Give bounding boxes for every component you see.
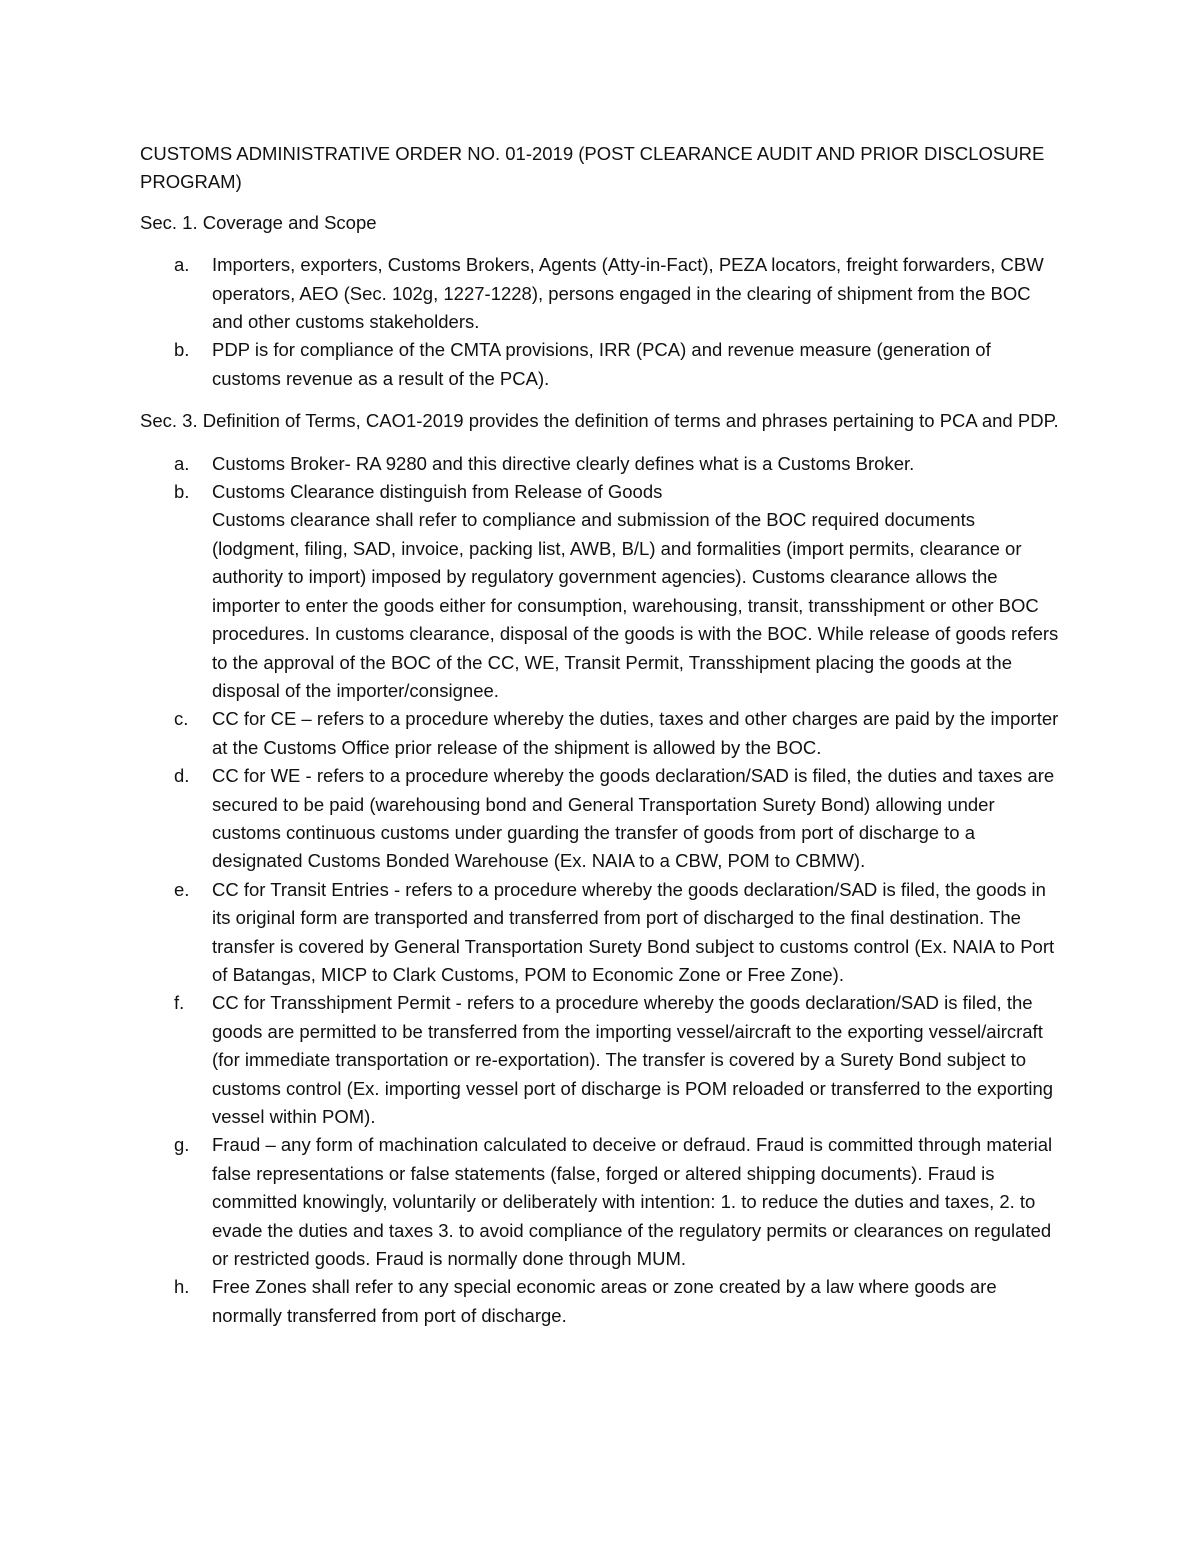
list-item-subtext: Customs clearance shall refer to compliance and submission of the BOC required documents (lodgment, filing, SAD, invoice, packing list, AWB, B/L) and formalities (import permits, clearance or authority to import) imposed by regulatory government agencies). Customs clearance allows the importer to enter the goods either for consumption, warehousing, transit, transshipment or other BOC procedures. In customs clearance, disposal of the goods is with the BOC. While release of goods refers to the approval of the BOC of the CC, WE, Transit Permit, Transshipment placing the goods at the disposal of the importer/consignee. bbox=[212, 509, 1059, 701]
list-marker: a. bbox=[174, 452, 190, 474]
list-item-text: CC for Transshipment Permit - refers to a procedure whereby the goods declaration/SAD is filed, the goods are permitted to be transferred from the importing vessel/aircraft to the exporting vessel/aircraft (for immediate transportation or re-exportation). The transfer is covered by a Surety Bond subject to customs control (Ex. importing vessel port of discharge is POM reloaded or transferred to the exporting vessel within POM). bbox=[212, 992, 1054, 1127]
list-item bbox=[140, 1273, 1060, 1330]
list-item-text: Customs Clearance distinguish from Release of Goods bbox=[212, 481, 663, 503]
list-item-text: Customs Broker- RA 9280 and this directive clearly defines what is a Customs Broker. bbox=[212, 452, 915, 474]
list-item-text: Importers, exporters, Customs Brokers, Agents (Atty-in-Fact), PEZA locators, freight forwarders, CBW operators, AEO (Sec. 102g, 1227-1228), persons engaged in the clearing of shipment from the BOC and other customs stakeholders. bbox=[212, 254, 1044, 333]
list-item-text: Fraud – any form of machination calculated to deceive or defraud. Fraud is committed through material false representations or false statements (false, forged or altered shipping documents). Fraud is committed knowingly, voluntarily or deliberately with intention: 1. to reduce the duties and taxes, 2. to evade the duties and taxes 3. to avoid compliance of the regulatory permits or clearances on regulated or restricted goods. Fraud is normally done through MUM. bbox=[212, 1134, 1053, 1270]
list-item bbox=[140, 450, 1060, 478]
list-item bbox=[140, 478, 1060, 705]
list-marker: c. bbox=[174, 708, 189, 730]
list-marker: b. bbox=[174, 339, 190, 361]
list-item bbox=[140, 336, 1060, 393]
list-marker: h. bbox=[174, 1276, 190, 1298]
list-item bbox=[140, 1131, 1060, 1273]
list-marker: d. bbox=[174, 765, 190, 787]
list-item bbox=[140, 251, 1060, 336]
list-item bbox=[140, 705, 1060, 762]
list-item bbox=[140, 989, 1060, 1131]
list-marker: a. bbox=[174, 254, 190, 276]
list-item-text: CC for WE - refers to a procedure whereby the goods declaration/SAD is filed, the duties and taxes are secured to be paid (warehousing bond and General Transportation Surety Bond) allowing under customs continuous customs under guarding the transfer of goods from port of discharge to a designated Customs Bonded Warehouse (Ex. NAIA to a CBW, POM to CBMW). bbox=[212, 765, 1055, 872]
section-heading-coverage: Sec. 1. Coverage and Scope bbox=[140, 211, 377, 233]
list-item-text: CC for CE – refers to a procedure whereby the duties, taxes and other charges are paid by the importer at the Customs Office prior release of the shipment is allowed by the BOC. bbox=[212, 708, 1059, 758]
list-item bbox=[140, 762, 1060, 876]
definitions-list bbox=[140, 450, 1060, 1331]
list-marker: b. bbox=[174, 481, 190, 503]
list-item bbox=[140, 876, 1060, 990]
document-title: CUSTOMS ADMINISTRATIVE ORDER NO. 01-2019 (POST CLEARANCE AUDIT AND PRIOR DISCLOSURE PROGRAM) bbox=[140, 143, 1045, 193]
section-heading-definitions: Sec. 3. Definition of Terms, CAO1-2019 provides the definition of terms and phrases pertaining to PCA and PDP. bbox=[140, 410, 1059, 432]
list-item-text: PDP is for compliance of the CMTA provisions, IRR (PCA) and revenue measure (generation of customs revenue as a result of the PCA). bbox=[212, 339, 991, 389]
document-page bbox=[140, 140, 1060, 1344]
list-marker: g. bbox=[174, 1134, 190, 1156]
coverage-list bbox=[140, 251, 1060, 393]
list-marker: f. bbox=[174, 992, 185, 1014]
list-item-text: CC for Transit Entries - refers to a procedure whereby the goods declaration/SAD is filed, the goods in its original form are transported and transferred from port of discharged to the final destination. The transfer is covered by General Transportation Surety Bond subject to customs control (Ex. NAIA to Port of Batangas, MICP to Clark Customs, POM to Economic Zone or Free Zone). bbox=[212, 878, 1055, 985]
list-marker: e. bbox=[174, 878, 190, 900]
list-item-text: Free Zones shall refer to any special economic areas or zone created by a law where goods are normally transferred from port of discharge. bbox=[212, 1276, 997, 1326]
